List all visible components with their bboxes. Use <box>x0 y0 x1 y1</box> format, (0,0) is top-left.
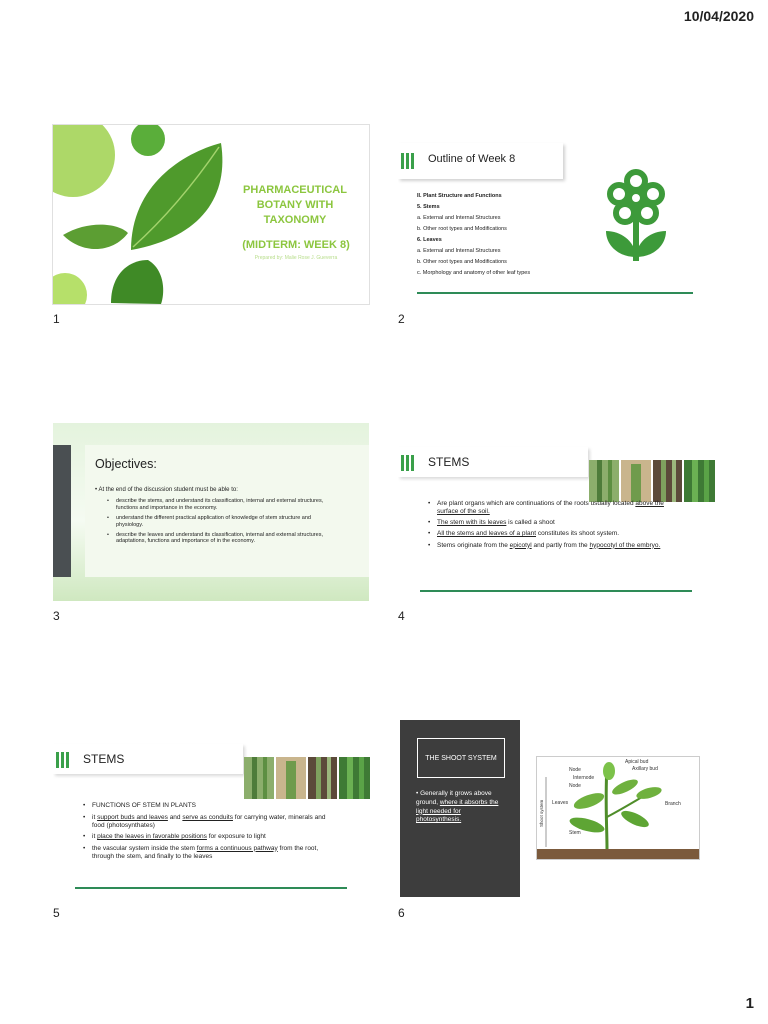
outline-item: b. Other root types and Modifications <box>417 226 507 232</box>
slide-2-underline <box>417 292 693 294</box>
slide-3-intro: • At the end of the discussion student must be able to: <box>95 487 238 493</box>
slide-number: 1 <box>53 312 60 326</box>
print-date: 10/04/2020 <box>683 8 754 24</box>
outline-item: 5. Stems <box>417 204 440 210</box>
axillary-bud-label: Axillary bud <box>632 766 658 772</box>
slide-2-title: Outline of Week 8 <box>428 153 516 165</box>
slide-number: 6 <box>398 906 405 920</box>
flower-icon <box>596 167 676 267</box>
slide-1-title: PHARMACEUTICAL BOTANY WITH TAXONOMY <box>243 184 347 226</box>
node-label: Node <box>569 783 581 789</box>
accent-bars-icon <box>401 153 415 169</box>
internode-label: Internode <box>573 775 595 781</box>
slide-5-underline <box>75 887 347 889</box>
list-item: • understand the different practical application of knowledge of stem structure and physiology. <box>107 515 339 529</box>
slide-4 <box>398 423 716 599</box>
apical-bud-label: Apical bud <box>625 759 649 765</box>
slide-number: 5 <box>53 906 60 920</box>
stem-photos <box>589 460 715 502</box>
slide-2 <box>398 125 694 300</box>
outline-item: II. Plant Structure and Functions <box>417 193 502 199</box>
slide-number: 4 <box>398 609 405 623</box>
slide-6 <box>398 720 716 897</box>
slide-5-bullets <box>83 802 338 864</box>
list-item: • it support buds and leaves and serve as conduits for carrying water, minerals and food (photosynthates) <box>83 814 338 830</box>
outline-item: a. External and Internal Structures <box>417 248 501 254</box>
slide-6-dark-panel <box>400 720 520 897</box>
slide-2-title-box <box>398 143 563 179</box>
outline-item: c. Morphology and anatomy of other leaf types <box>417 270 531 276</box>
slide-2-outline <box>417 191 557 277</box>
objectives-list <box>107 498 339 548</box>
list-item: • FUNCTIONS OF STEM IN PLANTS <box>83 802 338 810</box>
node-label: Node <box>569 767 581 773</box>
list-item: • the vascular system inside the stem forms a continuous pathway from the root, through the stem, and finally to the leaves <box>83 845 338 861</box>
slide-5-title-box <box>53 744 243 774</box>
leaves-label: Leaves <box>552 800 569 806</box>
slide-3-content-panel <box>85 445 369 577</box>
slide-1-prepared-by: Prepared by: Malie Rose J. Gueverra <box>254 255 338 261</box>
slide-4-bullets <box>428 500 678 553</box>
slide-6-title-box <box>417 738 505 778</box>
outline-item: b. Other root types and Modifications <box>417 259 507 265</box>
list-item: • it place the leaves in favorable positions for exposure to light <box>83 833 338 841</box>
slide-3 <box>53 423 369 601</box>
branch-label: Branch <box>665 801 681 807</box>
list-item: • describe the leaves and understand its classification, internal and external structures, adaptations, functions and importance of in the economy. <box>107 532 339 546</box>
list-item: • describe the stems, and understand its classification, internal and external structures, functions and importance in the economy. <box>107 498 339 512</box>
slide-6-text: • Generally it grows above ground, where it absorbs the light needed for photosynthesis. <box>416 790 499 824</box>
outline-item: a. External and Internal Structures <box>417 215 501 221</box>
slide-6-title: THE SHOOT SYSTEM <box>425 754 497 762</box>
slide-3-title: Objectives: <box>95 457 157 471</box>
shoot-system-diagram <box>536 756 700 860</box>
accent-bars-icon <box>56 752 70 768</box>
list-item: • All the stems and leaves of a plant constitutes its shoot system. <box>428 530 678 538</box>
stem-label: Stem <box>569 830 581 836</box>
outline-item: 6. Leaves <box>417 237 442 243</box>
list-item: • Stems originate from the epicotyl and partly from the hypocotyl of the embryo. <box>428 542 678 550</box>
objectives-intro: At the end of the discussion student must be able to: <box>98 487 238 493</box>
list-item: • Are plant organs which are continuations of the roots usually located above the surface of the soil. <box>428 500 678 516</box>
page-number: 1 <box>745 995 754 1012</box>
slide-4-title-box <box>398 447 588 477</box>
shoot-system-label: Shoot system <box>539 799 544 827</box>
slide-number: 3 <box>53 609 60 623</box>
slide-1-subtitle: (MIDTERM: WEEK 8) <box>242 239 350 251</box>
slide-number: 2 <box>398 312 405 326</box>
slide-4-underline <box>420 590 692 592</box>
slide-5 <box>53 720 371 897</box>
slide-4-title: STEMS <box>428 455 470 469</box>
slide-3-side-bar <box>53 445 71 577</box>
slide-1 <box>53 125 369 304</box>
stem-photos <box>244 757 370 799</box>
slide-5-title: STEMS <box>83 752 125 766</box>
list-item: • The stem with its leaves is called a shoot <box>428 519 678 527</box>
accent-bars-icon <box>401 455 415 471</box>
